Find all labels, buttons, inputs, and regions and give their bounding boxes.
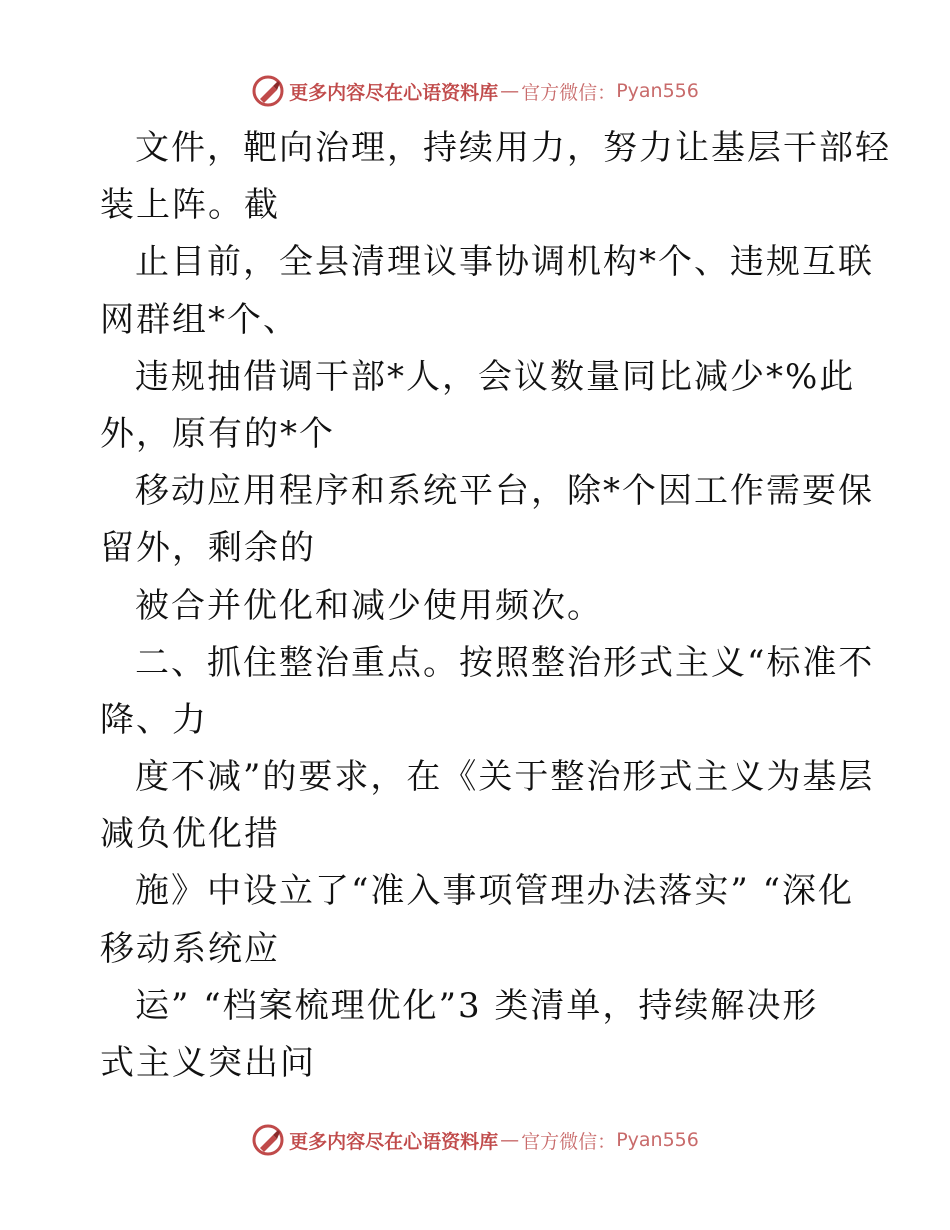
banner-separator: —	[500, 80, 520, 102]
header-banner	[0, 71, 950, 111]
banner-wechat-label: 官方微信：	[521, 1130, 617, 1153]
body-line: 网群组*个、	[100, 299, 299, 340]
footer-banner	[0, 1120, 950, 1160]
document-body	[100, 120, 891, 1092]
body-line: 移动应用程序和系统平台，除*个因工作需要保	[135, 471, 874, 512]
pen-nib-logo-icon	[251, 1123, 285, 1157]
body-line: 装上阵。截	[100, 185, 280, 226]
body-line: 减负优化措	[100, 814, 280, 855]
banner-wechat-id: Pyan556	[616, 80, 699, 102]
body-line: 止目前，全县清理议事协调机构*个、违规互联	[135, 242, 874, 283]
body-line: 移动系统应	[100, 928, 280, 969]
body-line: 式主义突出问	[100, 1043, 316, 1083]
banner-brand-text: 更多内容尽在心语资料库	[289, 81, 499, 104]
banner-wechat-label: 官方微信：	[521, 81, 617, 104]
banner-wechat-id: Pyan556	[616, 1129, 699, 1151]
body-line: 施》中设立了“准入事项管理办法落实” “深化	[135, 871, 854, 912]
body-line: 违规抽借调干部*人，会议数量同比减少*%此	[135, 356, 856, 397]
banner-brand-text: 更多内容尽在心语资料库	[289, 1130, 499, 1153]
body-line: 文件，靶向治理，持续用力，努力让基层干部轻	[135, 128, 891, 168]
banner-separator: —	[500, 1129, 520, 1151]
pen-nib-logo-icon	[251, 74, 285, 108]
body-line: 度不减”的要求，在《关于整治形式主义为基层	[135, 757, 875, 798]
body-line: 二、抓住整治重点。按照整治形式主义“标准不	[135, 642, 875, 683]
body-line: 运” “档案梳理优化”3 类清单，持续解决形	[135, 985, 819, 1026]
body-line: 降、力	[100, 699, 208, 740]
body-line: 被合并优化和减少使用频次。	[135, 585, 603, 626]
body-line: 外，原有的*个	[100, 413, 335, 454]
body-line: 留外，剩余的	[100, 528, 316, 569]
